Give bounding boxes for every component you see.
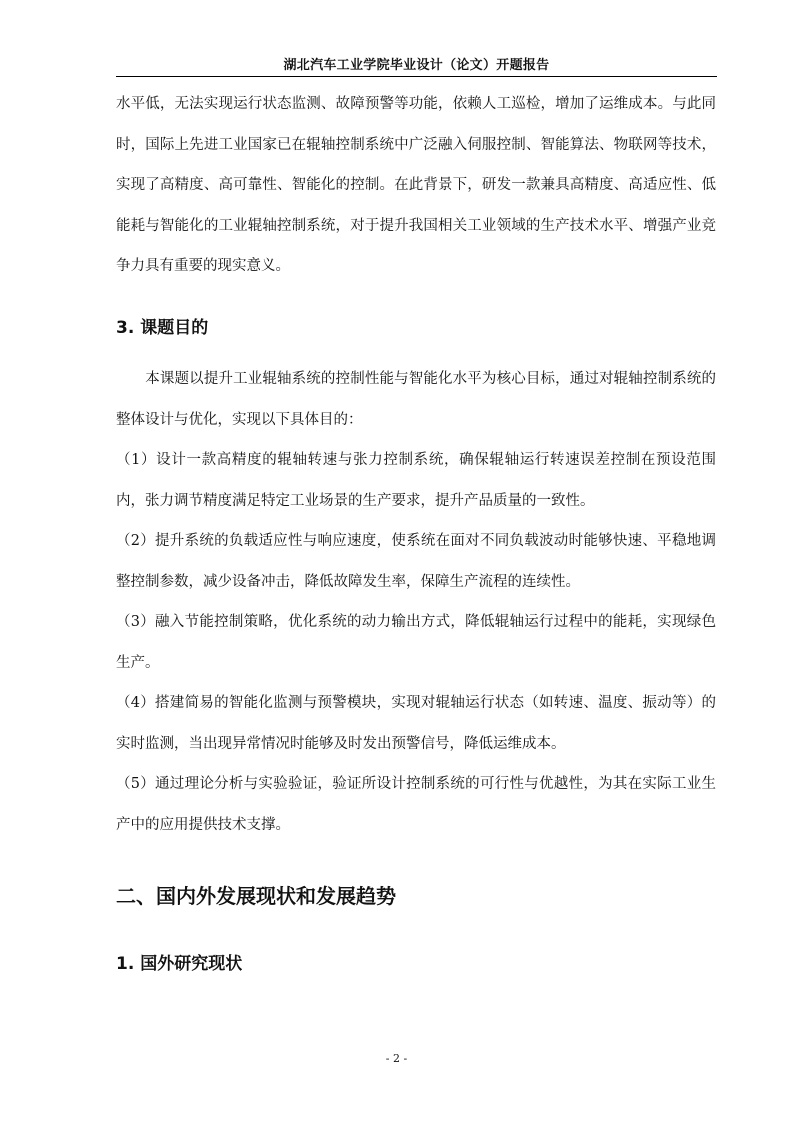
purpose-item-2: （2）提升系统的负载适应性与响应速度，使系统在面对不同负载波动时能够快速、平稳地调整控制参数，减少设备冲击，降低故障发生率，保障生产流程的连续性。 — [116, 533, 716, 590]
purpose-item-1: （1）设计一款高精度的辊轴转速与张力控制系统，确保辊轴运行转速误差控制在预设范围内，张力调节精度满足特定工业场景的生产要求，提升产品质量的一致性。 — [116, 452, 716, 509]
header-divider — [116, 76, 717, 77]
purpose-item-5: （5）通过理论分析与实验验证，验证所设计控制系统的可行性与优越性，为其在实际工业生产中的应用提供技术支撑。 — [116, 776, 716, 833]
page-number: - 2 - — [385, 1052, 408, 1065]
purpose-item-3: （3）融入节能控制策略，优化系统的动力输出方式，降低辊轴运行过程中的能耗，实现绿色生产。 — [116, 614, 716, 671]
section-heading-purpose: 3. 课题目的 — [116, 318, 209, 338]
intro-paragraph: 水平低，无法实现运行状态监测、故障预警等功能，依赖人工巡检，增加了运维成本。与此同时，国际上先进工业国家已在辊轴控制系统中广泛融入伺服控制、智能算法、物联网等技术，实现了高精度、高可靠性、智能化的控制。在此背景下，研发一款兼具高精度、高适应性、低能耗与智能化的工业辊轴控制系统，对于提升我国相关工业领域的生产技术水平、增强产业竞争力具有重要的现实意义。 — [116, 96, 716, 274]
purpose-lead-paragraph: 本课题以提升工业辊轴系统的控制性能与智能化水平为核心目标，通过对辊轴控制系统的整体设计与优化，实现以下具体目的： — [116, 371, 716, 428]
purpose-item-4: （4）搭建简易的智能化监测与预警模块，实现对辊轴运行状态（如转速、温度、振动等）的实时监测，当出现异常情况时能够及时发出预警信号，降低运维成本。 — [116, 695, 716, 752]
page-header-title: 湖北汽车工业学院毕业设计（论文）开题报告 — [283, 58, 550, 73]
chapter-heading-development: 二、国内外发展现状和发展趋势 — [116, 884, 396, 908]
subsection-heading-foreign-research: 1. 国外研究现状 — [116, 954, 243, 974]
